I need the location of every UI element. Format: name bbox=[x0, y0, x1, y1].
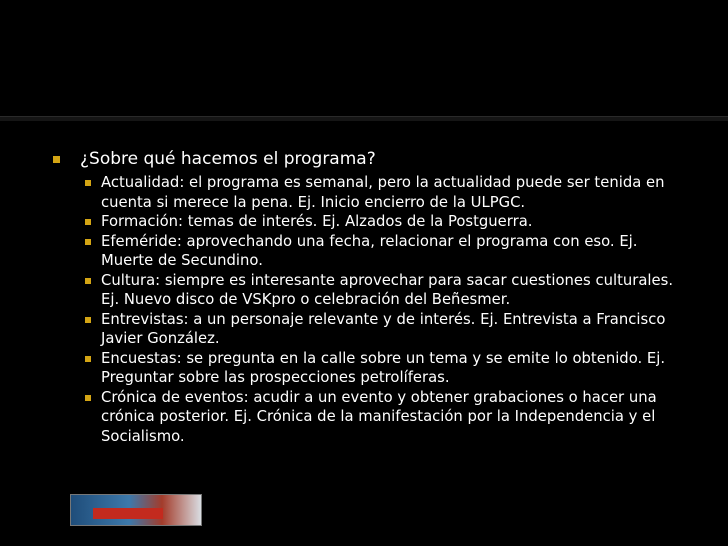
sub-bullet-list bbox=[80, 173, 690, 446]
logo-red-band bbox=[93, 508, 163, 519]
sub-bullet-item bbox=[80, 173, 690, 212]
main-bullet-list bbox=[50, 148, 690, 446]
sub-bullet-text: Formación: temas de interés. Ej. Alzados de la Postguerra. bbox=[101, 213, 533, 230]
sub-bullet-text: Entrevistas: a un personaje relevante y de interés. Ej. Entrevista a Francisco Javier González. bbox=[101, 310, 666, 347]
sub-bullet-text: Encuestas: se pregunta en la calle sobre un tema y se emite lo obtenido. Ej. Preguntar sobre las prospecciones petrolíferas. bbox=[101, 349, 666, 386]
slide-title-area bbox=[0, 0, 728, 116]
main-bullet-text: ¿Sobre qué hacemos el programa? bbox=[80, 149, 376, 169]
sub-bullet-item bbox=[80, 271, 690, 310]
radio-program-logo-image bbox=[70, 494, 202, 526]
sub-bullet-item bbox=[80, 388, 690, 447]
sub-bullet-item bbox=[80, 310, 690, 349]
square-bullet-icon bbox=[85, 356, 91, 362]
sub-bullet-text: Efeméride: aprovechando una fecha, relacionar el programa con eso. Ej. Muerte de Secundino. bbox=[101, 232, 638, 269]
square-bullet-icon bbox=[85, 317, 91, 323]
sub-bullet-text: Cultura: siempre es interesante aprovechar para sacar cuestiones culturales. Ej. Nuevo disco de VSKpro o celebración del Beñesmer. bbox=[101, 271, 674, 308]
sub-bullet-item bbox=[80, 232, 690, 271]
main-bullet-item bbox=[50, 148, 690, 446]
sub-bullet-item bbox=[80, 212, 690, 232]
sub-bullet-item bbox=[80, 349, 690, 388]
square-bullet-icon bbox=[53, 156, 60, 163]
sub-bullet-text: Crónica de eventos: acudir a un evento y obtener grabaciones o hacer una crónica posterior. Ej. Crónica de la manifestación por la Independencia y el Socialismo. bbox=[101, 388, 657, 445]
square-bullet-icon bbox=[85, 219, 91, 225]
square-bullet-icon bbox=[85, 180, 91, 186]
square-bullet-icon bbox=[85, 239, 91, 245]
square-bullet-icon bbox=[85, 395, 91, 401]
sub-bullet-text: Actualidad: el programa es semanal, pero la actualidad puede ser tenida en cuenta si merece la pena. Ej. Inicio encierro de la ULPGC. bbox=[101, 174, 665, 211]
slide-content bbox=[0, 121, 728, 546]
square-bullet-icon bbox=[85, 278, 91, 284]
